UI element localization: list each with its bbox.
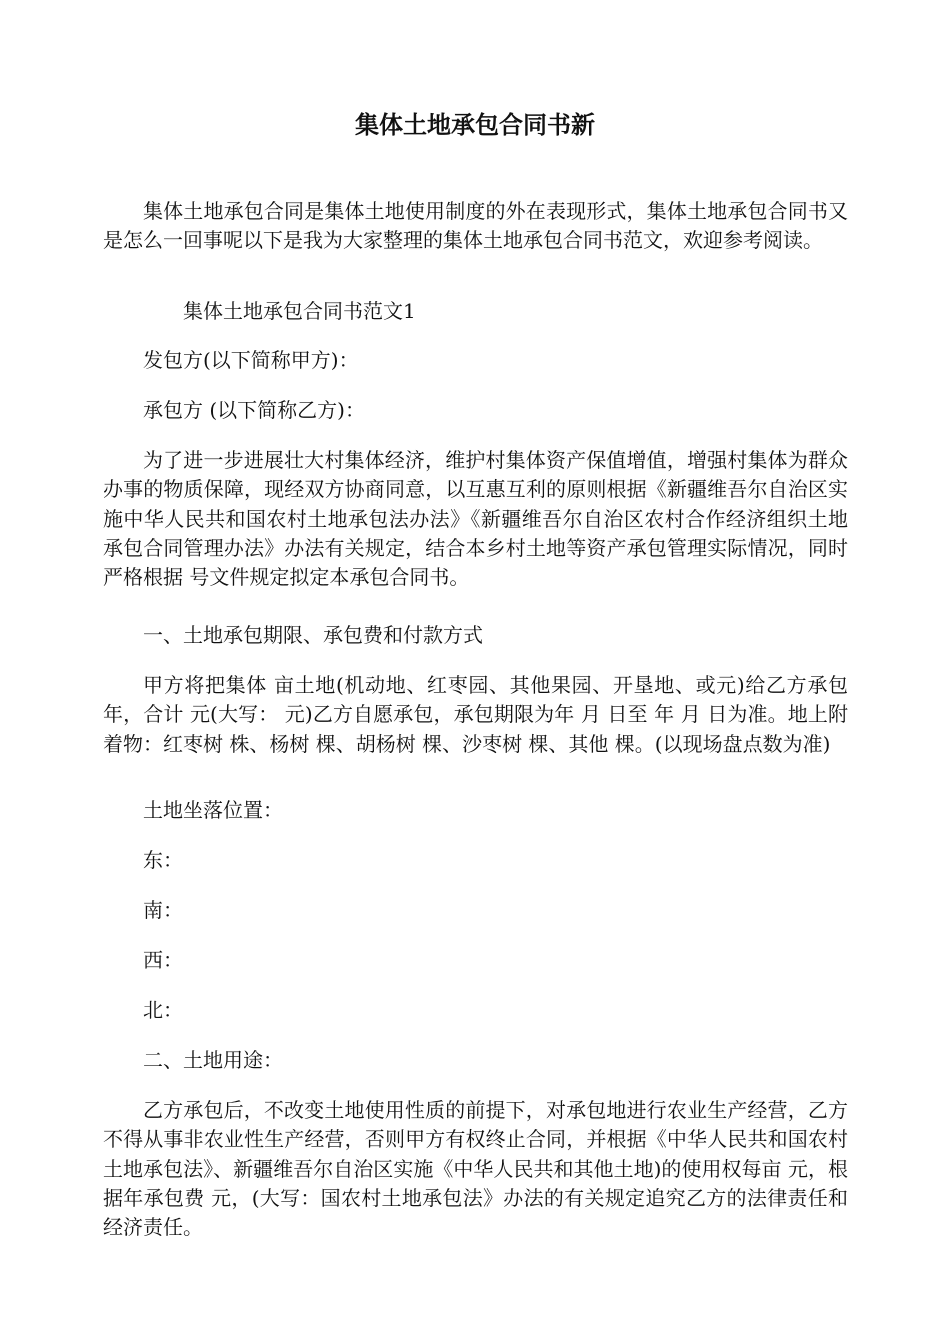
sample-heading: 集体土地承包合同书范文1 [183, 299, 416, 323]
section1-heading: 一、土地承包期限、承包费和付款方式 [143, 623, 483, 647]
party-a-line: 发包方(以下简称甲方)： [143, 348, 359, 372]
party-b-line: 承包方 (以下简称乙方)： [143, 398, 365, 422]
location-north: 北： [143, 998, 183, 1022]
location-label: 土地坐落位置： [143, 798, 283, 822]
purpose-paragraph: 为了进一步进展壮大村集体经济，维护村集体资产保值增值，增强村集体为群众办事的物质保障，现经双方协商同意，以互惠互利的原则根据《新疆维吾尔自治区实施中华人民共和国农村土地承包法办法》《新疆维吾尔自治区农村合作经济组织土地承包合同管理办法》办法有关规定，结合本乡村土地等资产承包管理实际情况，同时严格根据 号文件规定拟定本承包合同书。 [103, 448, 848, 590]
section1-body: 甲方将把集体 亩土地(机动地、红枣园、其他果园、开垦地、或元)给乙方承包 年，合计 元(大写： 元)乙方自愿承包，承包期限为年 月 日至 年 月 日为准。地上附着物：红枣树 株、杨树 棵、胡杨树 棵、沙枣树 棵、其他 棵。(以现场盘点数为准) [103, 673, 848, 756]
location-south: 南： [143, 898, 183, 922]
location-east: 东： [143, 848, 183, 872]
document-title: 集体土地承包合同书新 [355, 111, 595, 139]
location-west: 西： [143, 948, 183, 972]
intro-paragraph: 集体土地承包合同是集体土地使用制度的外在表现形式，集体土地承包合同书又是怎么一回事呢以下是我为大家整理的集体土地承包合同书范文，欢迎参考阅读。 [103, 199, 848, 253]
section2-heading: 二、土地用途： [143, 1048, 283, 1072]
section2-body: 乙方承包后，不改变土地使用性质的前提下，对承包地进行农业生产经营，乙方不得从事非农业性生产经营，否则甲方有权终止合同，并根据《中华人民共和国农村土地承包法》、新疆维吾尔自治区实施《中华人民共和其他土地)的使用权每亩 元，根据年承包费 元，(大写：国农村土地承包法》办法的有关规定追究乙方的法律责任和经济责任。 [103, 1098, 848, 1240]
